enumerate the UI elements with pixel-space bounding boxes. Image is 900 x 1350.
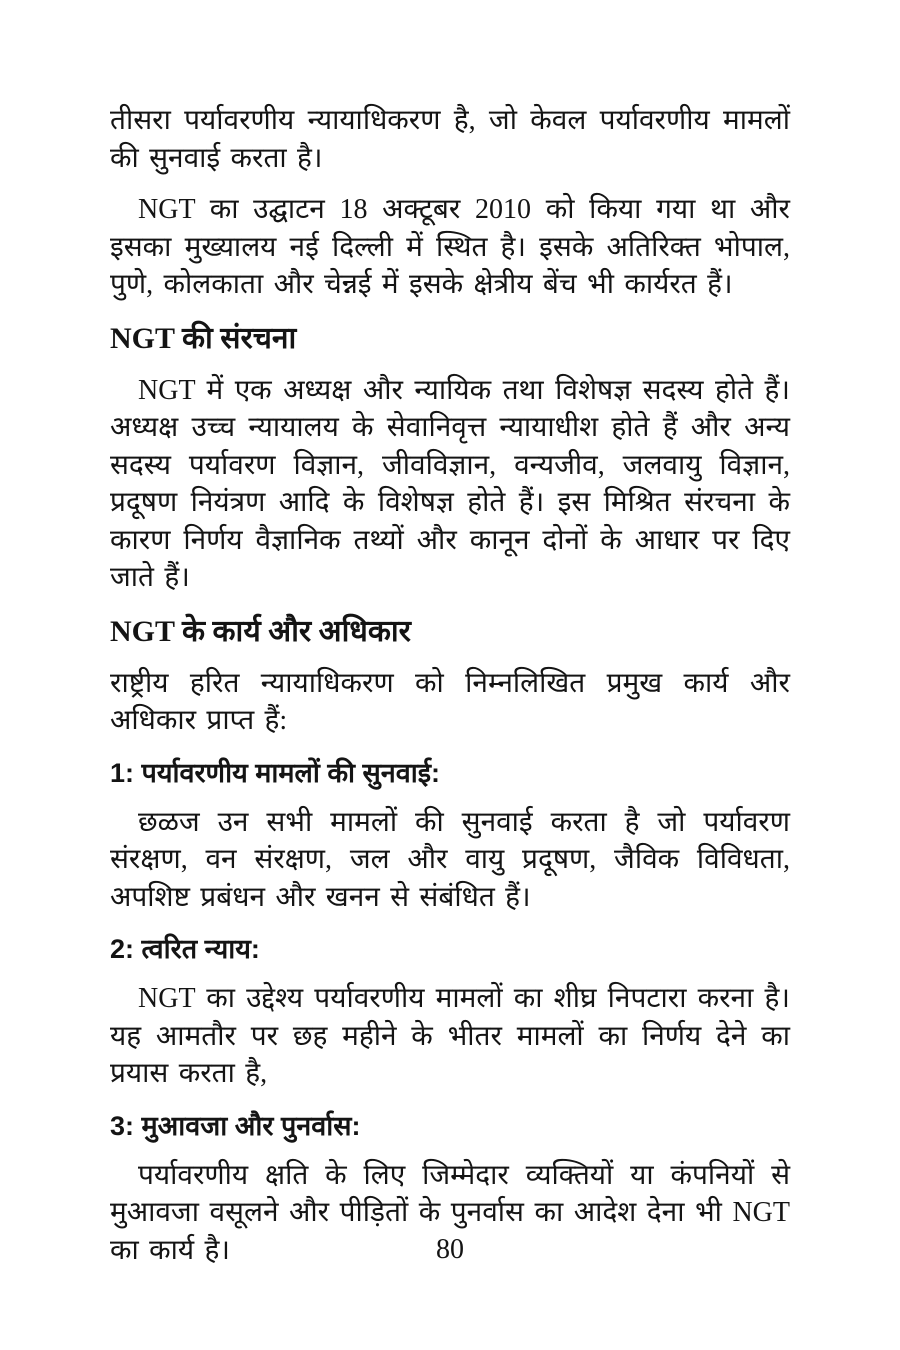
sub-heading-2-speedy-justice: 2: त्वरित न्याय: — [110, 934, 260, 964]
paragraph-compensation-orders: पर्यावरणीय क्षति के लिए जिम्मेदार व्यक्तियों या कंपनियों से मुआवजा वसूलने और पीड़ितों के पुनर्वास का आदेश देना भी NGT का कार्य है। — [110, 1159, 790, 1266]
paragraph-ngt-inauguration: NGT का उद्घाटन 18 अक्टूबर 2010 को किया गया था और इसका मुख्यालय नई दिल्ली में स्थित है। इसके अतिरिक्त भोपाल, पुणे, कोलकाता और चेन्नई में इसके क्षेत्रीय बेंच भी कार्यरत हैं। — [110, 194, 790, 300]
paragraph-functions-lead-in: राष्ट्रीय हरित न्यायाधिकरण को निम्नलिखित प्रमुख कार्य और अधिकार प्राप्त हैं: — [110, 667, 790, 736]
paragraph-hearing-scope: छळज उन सभी मामलों की सुनवाई करता है जो पर्यावरण संरक्षण, वन संरक्षण, जल और वायु प्रदूषण, जैविक विविधता, अपशिष्ट प्रबंधन और खनन से संबंधित हैं। — [110, 806, 790, 913]
paragraph-speedy-disposal: NGT का उद्देश्य पर्यावरणीय मामलों का शीघ्र निपटारा करना है। यह आमतौर पर छह महीने के भीतर मामलों का निर्णय देने का प्रयास करता है, — [110, 983, 790, 1089]
paragraph-intro-continuation: तीसरा पर्यावरणीय न्यायाधिकरण है, जो केवल पर्यावरणीय मामलों की सुनवाई करता है। — [110, 105, 790, 174]
page-content — [110, 102, 790, 1283]
page-number: 80 — [436, 1234, 464, 1265]
sub-heading-1-environmental-hearings: 1: पर्यावरणीय मामलों की सुनवाई: — [110, 757, 441, 788]
sub-heading-3-compensation-rehabilitation: 3: मुआवजा और पुनर्वास: — [110, 1110, 361, 1141]
section-heading-ngt-functions-powers: NGT के कार्य और अधिकार — [110, 614, 411, 648]
paragraph-ngt-composition: NGT में एक अध्यक्ष और न्यायिक तथा विशेषज्ञ सदस्य होते हैं। अध्यक्ष उच्च न्यायालय के सेवानिवृत्त न्यायाधीश होते हैं और अन्य सदस्य पर्यावरण विज्ञान, जीवविज्ञान, वन्यजीव, जलवायु विज्ञान, प्रदूषण नियंत्रण आदि के विशेषज्ञ होते हैं। इस मिश्रित संरचना के कारण निर्णय वैज्ञानिक तथ्यों और कानून दोनों के आधार पर दिए जाते हैं। — [110, 374, 790, 593]
section-heading-ngt-structure: NGT की संरचना — [110, 321, 297, 355]
